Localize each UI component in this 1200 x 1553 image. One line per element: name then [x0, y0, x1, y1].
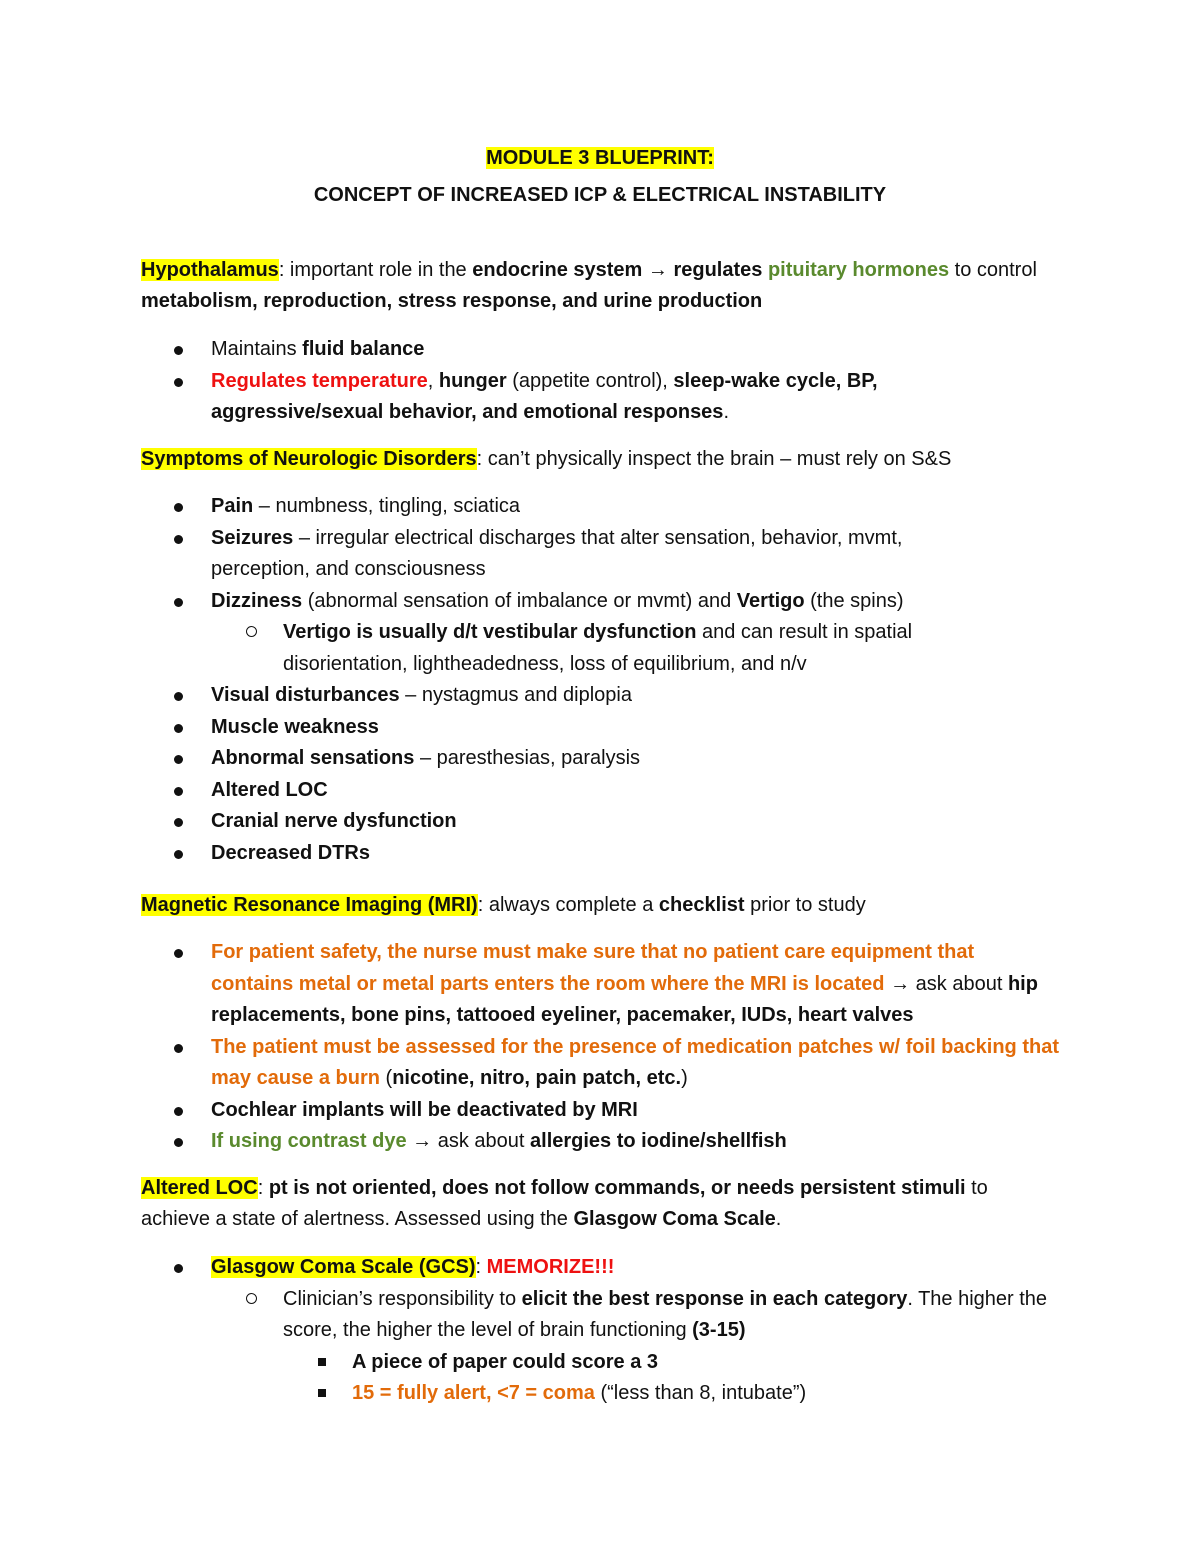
- mri-term: Magnetic Resonance Imaging (MRI): [141, 894, 478, 916]
- square-bullet-icon: [318, 1389, 326, 1397]
- list-item: Vertigo is usually d/t vestibular dysfunction and can result in spatial disorientation, lightheadedness, loss of equilibrium, and n/v: [0, 617, 963, 680]
- bullet-icon: [174, 535, 183, 544]
- list-item: A piece of paper could score a 3: [0, 1347, 1200, 1379]
- hypothalamus-term: Hypothalamus: [141, 259, 279, 281]
- list-item: Pain – numbness, tingling, sciatica: [0, 491, 1200, 523]
- list-item: Abnormal sensations – paresthesias, paralysis: [0, 743, 1200, 775]
- list-item: Regulates temperature, hunger (appetite control), sleep-wake cycle, BP, aggressive/sexual behavior, and emotional responses.: [0, 366, 911, 429]
- bullet-icon: [174, 346, 183, 355]
- symptoms-list: [0, 491, 1200, 869]
- right-arrow-icon: →: [642, 259, 674, 281]
- circle-bullet-icon: [246, 1293, 257, 1304]
- mri-paragraph: Magnetic Resonance Imaging (MRI): always complete a checklist prior to study: [141, 894, 866, 916]
- hypothalamus-paragraph: Hypothalamus: important role in the endocrine system → regulates pituitary hormones to control metabolism, reproduction, stress response, and urine production: [141, 259, 1037, 312]
- bullet-icon: [174, 692, 183, 701]
- list-item: Altered LOC: [0, 775, 1200, 807]
- right-arrow-icon: →: [406, 1130, 438, 1152]
- list-item: Cochlear implants will be deactivated by MRI: [0, 1095, 1200, 1127]
- bullet-icon: [174, 818, 183, 827]
- bullet-icon: [174, 949, 183, 958]
- hypothalamus-list: [0, 334, 1200, 429]
- list-item: 15 = fully alert, <7 = coma (“less than 8, intubate”): [0, 1378, 1200, 1410]
- list-item: If using contrast dye → ask about allergies to iodine/shellfish: [0, 1126, 1200, 1158]
- bullet-icon: [174, 1264, 183, 1273]
- list-item: Dizziness (abnormal sensation of imbalance or mvmt) and Vertigo (the spins): [0, 586, 1200, 618]
- bullet-icon: [174, 1044, 183, 1053]
- list-item: Decreased DTRs: [0, 838, 1200, 870]
- bullet-icon: [174, 850, 183, 859]
- list-item: The patient must be assessed for the presence of medication patches w/ foil backing that may cause a burn (nicotine, nitro, pain patch, etc.): [0, 1032, 1061, 1095]
- bullet-icon: [174, 724, 183, 733]
- gcs-list: [0, 1252, 1200, 1410]
- list-item: Seizures – irregular electrical discharges that alter sensation, behavior, mvmt, perception, and consciousness: [0, 523, 991, 586]
- list-item: Maintains fluid balance: [0, 334, 1200, 366]
- bullet-icon: [174, 1107, 183, 1116]
- altered-loc-paragraph: Altered LOC: pt is not oriented, does not follow commands, or needs persistent stimuli to achieve a state of alertness. Assessed using the Glasgow Coma Scale.: [141, 1177, 988, 1230]
- module-title: MODULE 3 BLUEPRINT:: [486, 147, 714, 169]
- list-item: Muscle weakness: [0, 712, 1200, 744]
- circle-bullet-icon: [246, 626, 257, 637]
- bullet-icon: [174, 598, 183, 607]
- bullet-icon: [174, 503, 183, 512]
- bullet-icon: [174, 787, 183, 796]
- list-item: For patient safety, the nurse must make sure that no patient care equipment that contains metal or metal parts enters the room where the MRI is located → ask about hip replacements, bone pins, tattooed eyeliner, pacemaker, IUDs, heart valves: [0, 937, 1061, 1032]
- symptoms-paragraph: Symptoms of Neurologic Disorders: can’t physically inspect the brain – must rely on S&S: [141, 448, 952, 470]
- mri-list: [0, 937, 1200, 1158]
- bullet-icon: [174, 755, 183, 764]
- right-arrow-icon: →: [884, 972, 916, 995]
- bullet-icon: [174, 1138, 183, 1147]
- list-item: Cranial nerve dysfunction: [0, 806, 1200, 838]
- altered-loc-term: Altered LOC: [141, 1177, 258, 1199]
- square-bullet-icon: [318, 1358, 326, 1366]
- list-item: Clinician’s responsibility to elicit the best response in each category. The higher the score, the higher the level of brain functioning (3-15): [0, 1284, 1063, 1347]
- symptoms-term: Symptoms of Neurologic Disorders: [141, 448, 477, 470]
- module-subtitle: CONCEPT OF INCREASED ICP & ELECTRICAL INSTABILITY: [313, 184, 887, 206]
- bullet-icon: [174, 378, 183, 387]
- list-item: Visual disturbances – nystagmus and diplopia: [0, 680, 1200, 712]
- list-item: Glasgow Coma Scale (GCS): MEMORIZE!!!: [0, 1252, 1200, 1284]
